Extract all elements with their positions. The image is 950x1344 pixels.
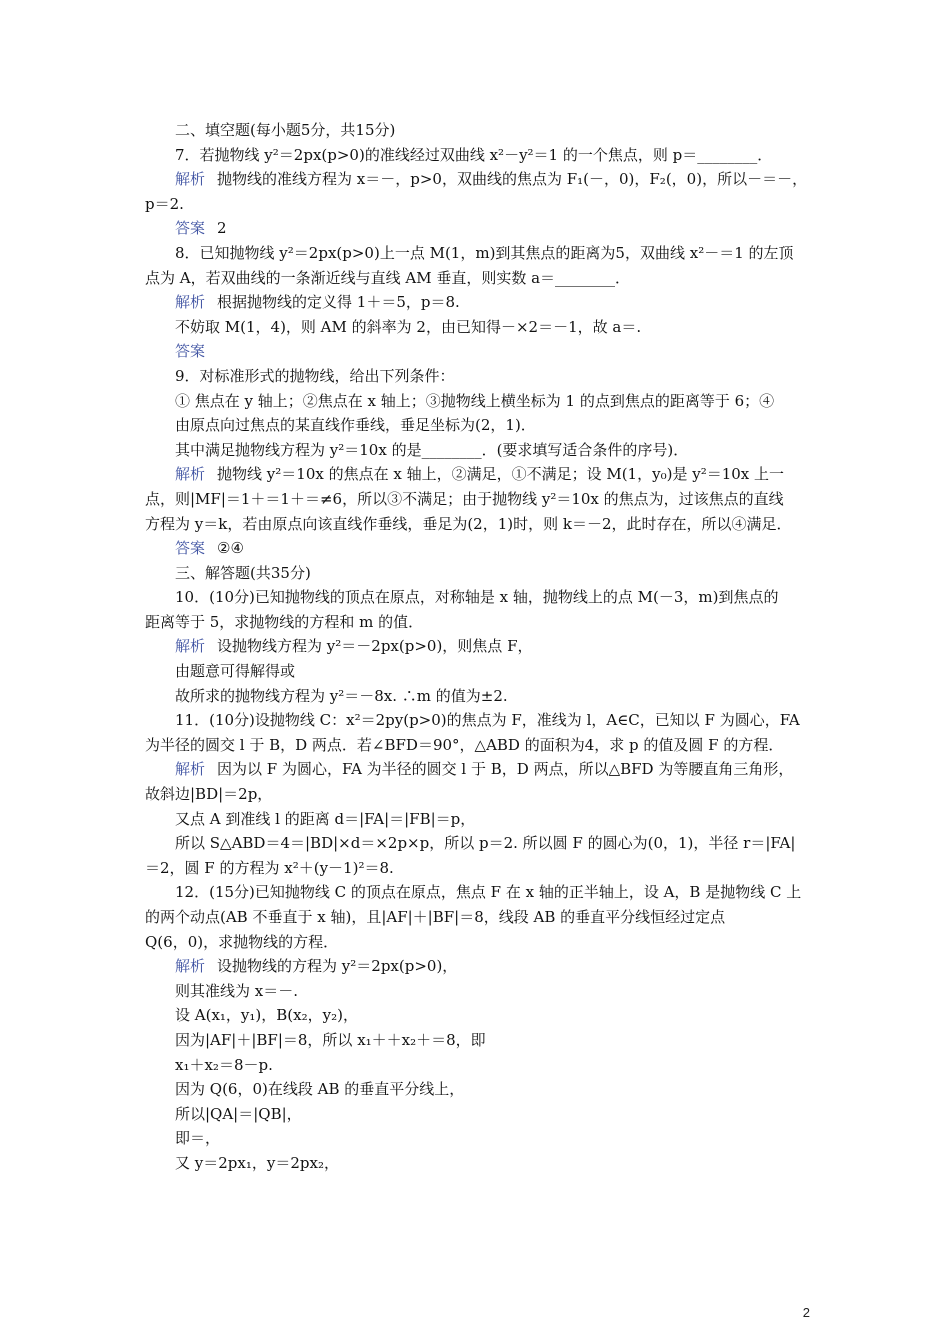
text-line [145, 782, 810, 807]
analysis-label: 解析 [175, 170, 206, 189]
line-text: 由原点向过焦点的某直线作垂线，垂足坐标为(2，1)． [175, 416, 536, 435]
line-text: 又点 A 到准线 l 的距离 d＝|FA|＝|FB|＝p， [175, 809, 476, 828]
line-text: 根据抛物线的定义得 1＋＝5，p＝8. [217, 293, 460, 312]
text-line [145, 930, 810, 955]
text-line [145, 1151, 810, 1176]
line-text: 故所求的抛物线方程为 y²＝－8x. ∴m 的值为±2. [175, 686, 508, 705]
text-line [145, 462, 810, 487]
analysis-label: 解析 [175, 760, 206, 779]
text-line [145, 241, 810, 266]
line-text: 7．若抛物线 y²＝2px(p>0)的准线经过双曲线 x²－y²＝1 的一个焦点，则 p＝________． [175, 145, 773, 164]
analysis-label: 解析 [175, 293, 206, 312]
text-line [145, 807, 810, 832]
text-line [145, 684, 810, 709]
line-text: Q(6，0)，求抛物线的方程． [145, 932, 339, 951]
line-text: 不妨取 M(1，4)，则 AM 的斜率为 2，由已知得－×2＝－1，故 a＝. [175, 317, 642, 336]
line-text: ②④ [217, 539, 244, 558]
text-line [145, 757, 810, 782]
text-line [145, 585, 810, 610]
line-text: 点为 A，若双曲线的一条渐近线与直线 AM 垂直，则实数 a＝________． [145, 268, 631, 287]
line-text: 又 y＝2px₁，y＝2px₂， [175, 1153, 339, 1172]
text-line [145, 733, 810, 758]
line-text: 所以 S△ABD＝4＝|BD|×d＝×2p×p，所以 p＝2. 所以圆 F 的圆心为(0，1)，半径 r＝|FA| [175, 834, 796, 853]
answer-label: 答案 [175, 342, 206, 361]
line-text: 即＝， [175, 1129, 221, 1148]
text-line [145, 1053, 810, 1078]
line-text: 三、解答题(共35分) [175, 563, 311, 582]
line-text: 2 [217, 219, 227, 238]
line-text: 12．(15分)已知抛物线 C 的顶点在原点，焦点 F 在 x 轴的正半轴上，设 A，B 是抛物线 C 上 [175, 883, 802, 902]
text-line [145, 339, 810, 364]
text-line [145, 389, 810, 414]
text-line [145, 905, 810, 930]
text-line [145, 856, 810, 881]
answer-label: 答案 [175, 539, 206, 558]
text-line [145, 1077, 810, 1102]
line-text: 8．已知抛物线 y²＝2px(p>0)上一点 M(1，m)到其焦点的距离为5，双曲线 x²－＝1 的左顶 [175, 243, 794, 262]
text-line [145, 413, 810, 438]
text-line [145, 167, 810, 192]
line-text: 因为 Q(6，0)在线段 AB 的垂直平分线上， [175, 1080, 465, 1099]
analysis-label: 解析 [175, 465, 206, 484]
text-line [145, 954, 810, 979]
line-text: 设抛物线的方程为 y²＝2px(p>0)， [217, 957, 458, 976]
line-text: p＝2. [145, 194, 184, 213]
line-text: 则其准线为 x＝－. [175, 981, 298, 1000]
text-line [145, 979, 810, 1004]
line-text: 所以|QA|＝|QB|， [175, 1104, 302, 1123]
analysis-label: 解析 [175, 957, 206, 976]
line-text: 因为以 F 为圆心，FA 为半径的圆交 l 于 B，D 两点，所以△BFD 为等腰直角三角形， [217, 760, 794, 779]
text-line [145, 561, 810, 586]
line-text: 点，则|MF|＝1＋＝1＋＝≠6，所以③不满足；由于抛物线 y²＝10x 的焦点为，过该焦点的直线 [145, 489, 784, 508]
text-line [145, 512, 810, 537]
text-line [145, 1003, 810, 1028]
line-text: 由题意可得解得或 [175, 662, 296, 681]
page-number: 2 [802, 1305, 810, 1320]
line-text: 11．(10分)设抛物线 C：x²＝2py(p>0)的焦点为 F，准线为 l，A∈C，已知以 F 为圆心，FA [175, 711, 800, 730]
text-line [145, 610, 810, 635]
line-text: 故斜边|BD|＝2p， [145, 785, 273, 804]
text-line [145, 487, 810, 512]
text-line [145, 1028, 810, 1053]
text-line [145, 1102, 810, 1127]
text-line [145, 364, 810, 389]
text-line [145, 438, 810, 463]
text-line [145, 118, 810, 143]
line-text: 抛物线的准线方程为 x＝－，p>0，双曲线的焦点为 F₁(－，0)，F₂(，0)，所以－＝－， [217, 170, 808, 189]
text-line [145, 1126, 810, 1151]
line-text: 设抛物线方程为 y²＝－2px(p>0)，则焦点 F， [217, 637, 533, 656]
text-line [145, 192, 810, 217]
line-text: ＝2，圆 F 的方程为 x²＋(y－1)²＝8. [145, 858, 394, 877]
text-line [145, 708, 810, 733]
line-text: 其中满足抛物线方程为 y²＝10x 的是________．(要求填写适合条件的序号)． [175, 440, 689, 459]
answer-label: 答案 [175, 219, 206, 238]
line-text: 的两个动点(AB 不垂直于 x 轴)，且|AF|＋|BF|＝8，线段 AB 的垂直平分线恒经过定点 [145, 908, 726, 926]
line-text: 二、填空题(每小题5分，共15分) [175, 121, 396, 139]
line-text: 方程为 y＝k，若由原点向该直线作垂线，垂足为(2，1)时，则 k＝－2，此时存在，所以④满足． [145, 514, 792, 533]
line-text: 抛物线 y²＝10x 的焦点在 x 轴上，②满足，①不满足；设 M(1，y₀)是 y²＝10x 上一 [217, 465, 785, 484]
analysis-label: 解析 [175, 637, 206, 656]
line-text: 距离等于 5，求抛物线的方程和 m 的值． [145, 612, 424, 631]
line-text: 设 A(x₁，y₁)，B(x₂，y₂)， [175, 1006, 358, 1025]
line-text: 因为|AF|＋|BF|＝8，所以 x₁＋＋x₂＋＝8，即 [175, 1030, 486, 1049]
line-text: 为半径的圆交 l 于 B，D 两点．若∠BFD＝90°，△ABD 的面积为4，求 p 的值及圆 F 的方程． [145, 735, 784, 754]
text-line [145, 880, 810, 905]
page-content [145, 118, 810, 1176]
text-line [145, 831, 810, 856]
text-line [145, 216, 810, 241]
text-line [145, 315, 810, 340]
text-line [145, 659, 810, 684]
line-text: 10．(10分)已知抛物线的顶点在原点，对称轴是 x 轴，抛物线上的点 M(－3，m)到焦点的 [175, 588, 779, 607]
text-line [145, 266, 810, 291]
text-line [145, 290, 810, 315]
line-text: 9．对标准形式的抛物线，给出下列条件： [175, 366, 455, 385]
line-text: x₁＋x₂＝8－p. [175, 1055, 273, 1074]
text-line [145, 634, 810, 659]
line-text: ① 焦点在 y 轴上；②焦点在 x 轴上；③抛物线上横坐标为 1 的点到焦点的距离等于 6；④ [175, 391, 775, 410]
text-line [145, 143, 810, 168]
text-line [145, 536, 810, 561]
